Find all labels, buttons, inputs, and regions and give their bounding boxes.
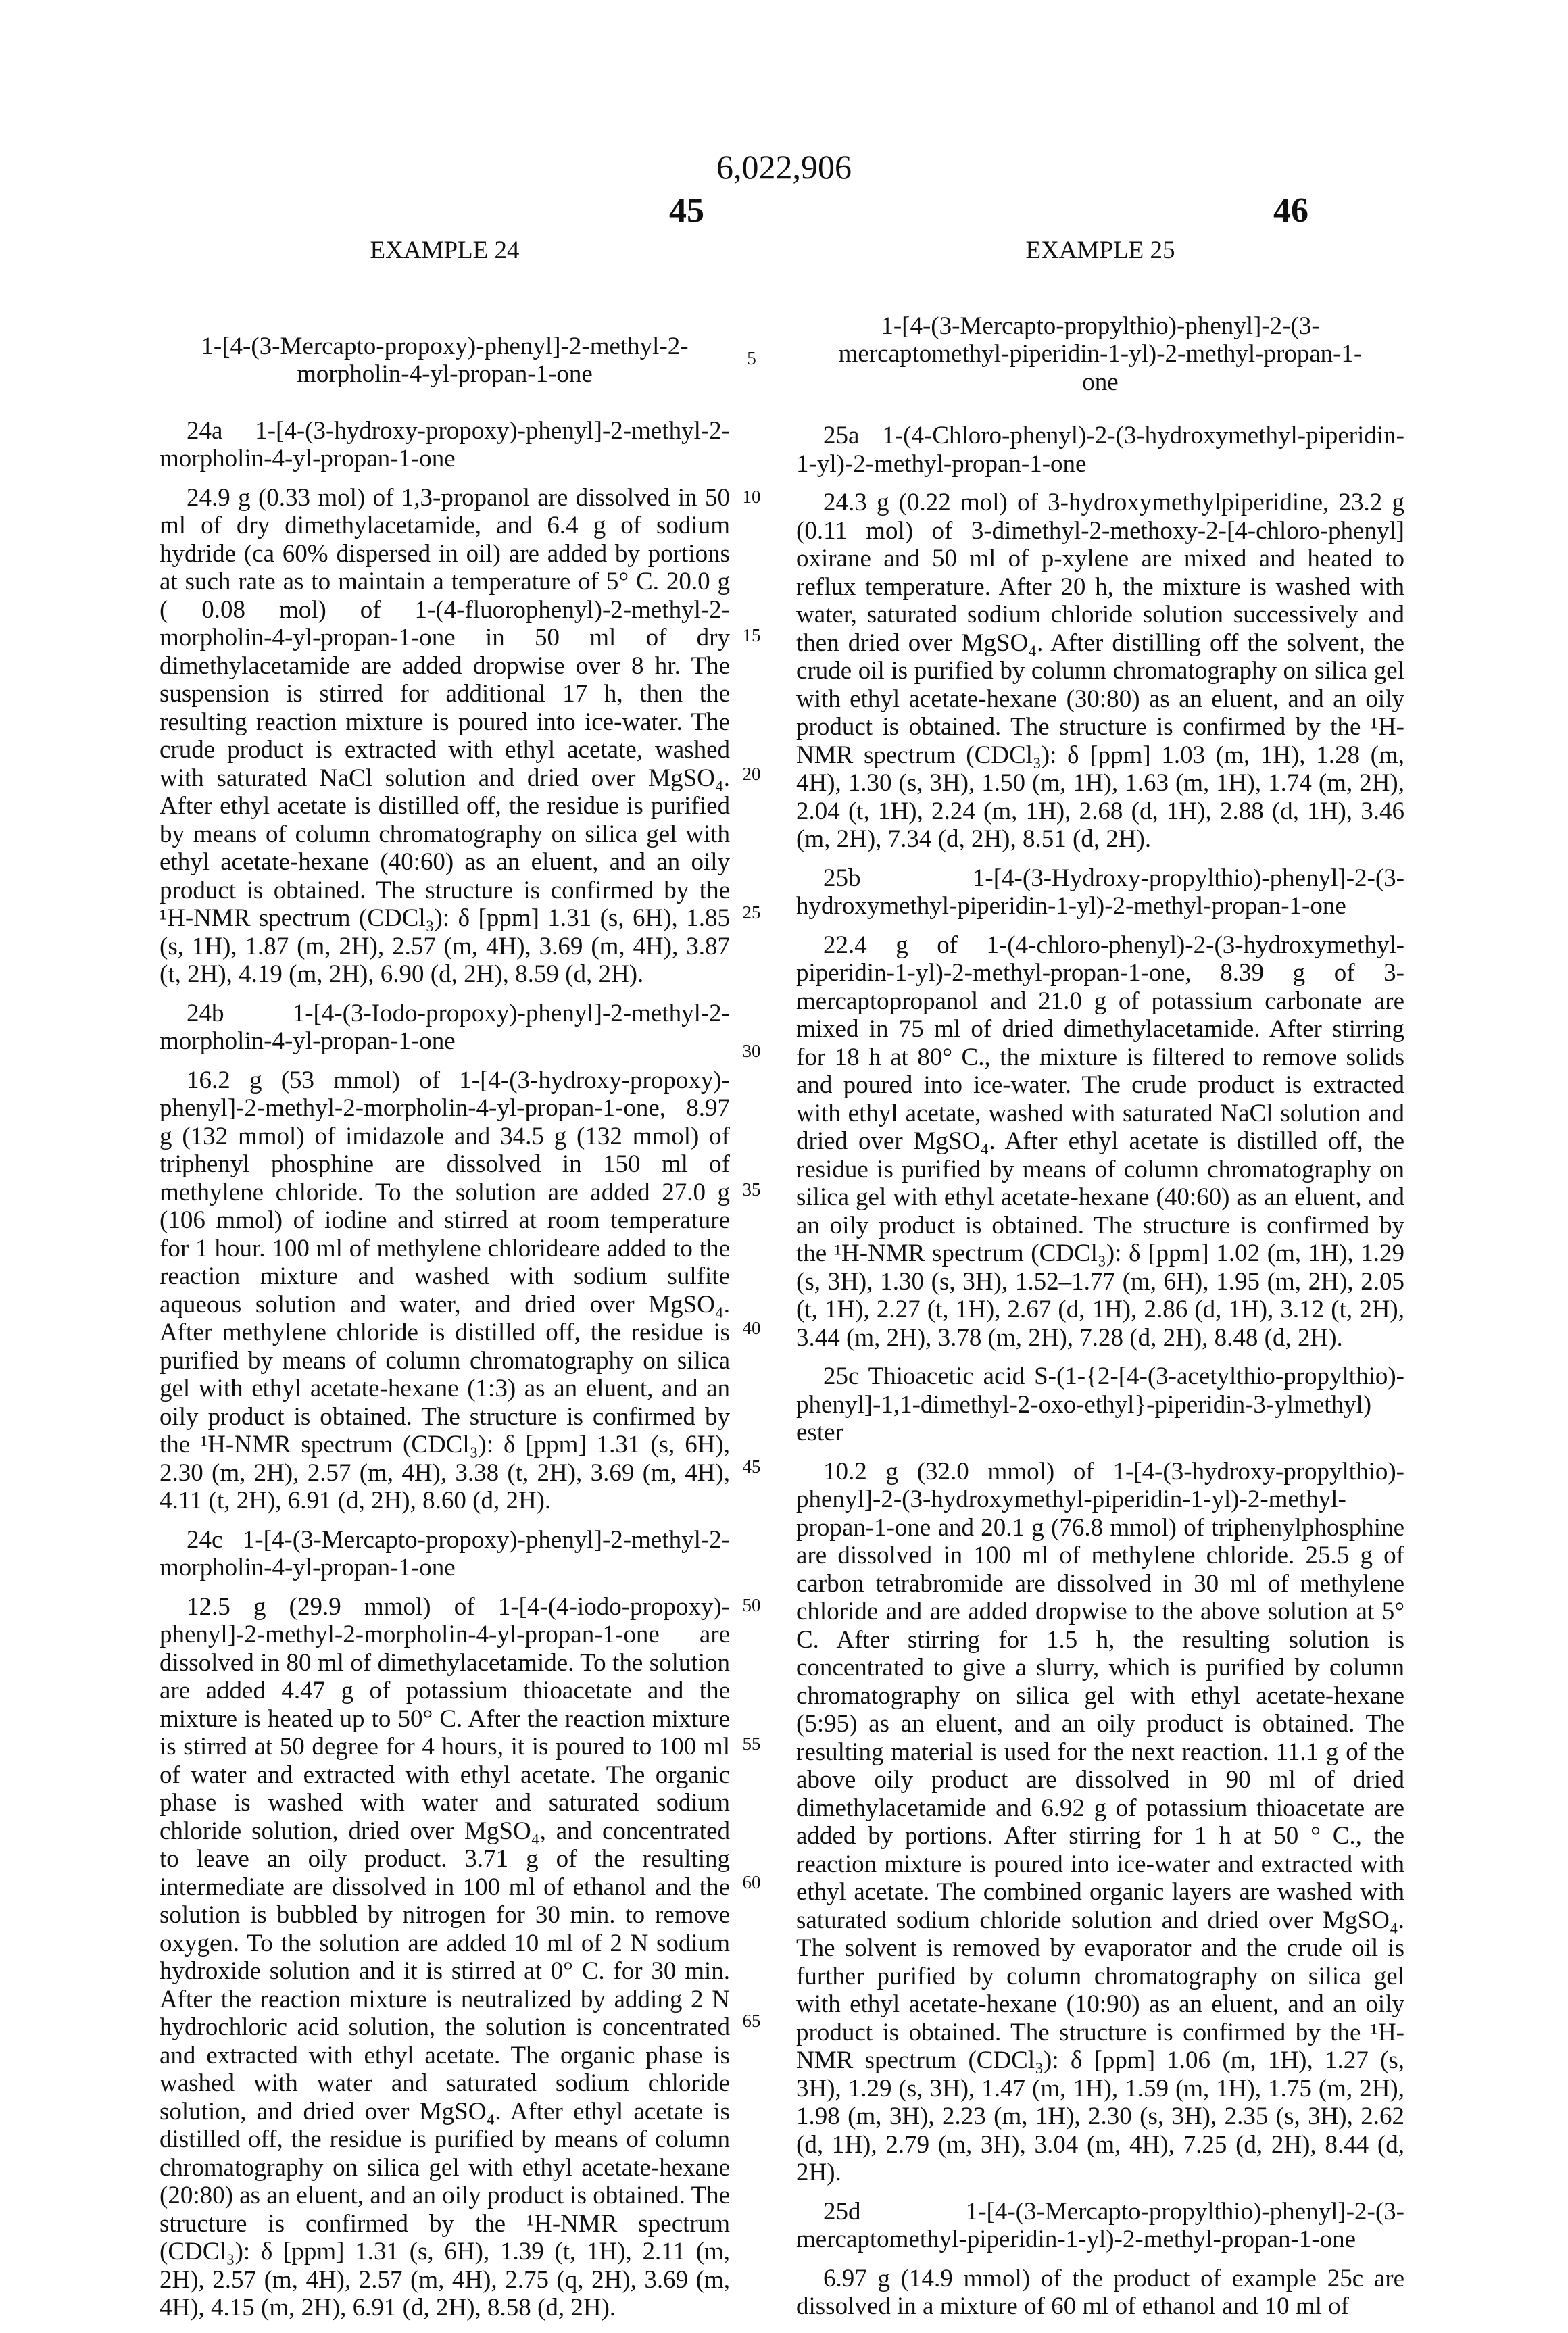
left-column [160,237,730,2333]
line-number: 5 [738,348,765,369]
section-text: 24.3 g (0.22 mol) of 3-hydroxymethylpiperidine, 23.2 g (0.11 mol) of 3-dimethyl-2-methoxy-2-[4-chloro-phenyl] oxirane and 50 ml of p-xylene are mixed and heated to reflux temperature. After 20 h, the mixture is washed with water, saturated sodium chloride solution successively and then dried over MgSO₄. After distilling off the solvent, the crude oil is purified by column chromatography on silica gel with ethyl acetate-hexane (30:80) as an eluent, and an oily product is obtained. The structure is confirmed by the ¹H-NMR spectrum (CDCl₃): δ [ppm] 1.03 (m, 1H), 1.28 (m, 4H), 1.30 (s, 3H), 1.50 (m, 1H), 1.63 (m, 1H), 1.74 (m, 2H), 2.04 (t, 1H), 2.24 (m, 1H), 2.68 (d, 1H), 2.88 (d, 1H), 3.46 (m, 2H), 7.34 (d, 2H), 8.51 (d, 2H). [796,489,1404,854]
line-number: 50 [738,1595,765,1616]
example-heading: EXAMPLE 24 [160,237,730,265]
line-number: 45 [738,1456,765,1477]
line-number: 35 [738,1179,765,1200]
section-text: 10.2 g (32.0 mmol) of 1-[4-(3-hydroxy-propylthio)-phenyl]-2-(3-hydroxymethyl-piperidin-1-yl)-2-methyl-propan-1-one and 20.1 g (76.8 mmol) of triphenylphosphine are dissolved in 100 ml of methylene chloride. 25.5 g of carbon tetrabromide are dissolved in 30 ml of methylene chloride and are added dropwise to the above solution at 5° C. After stirring for 1.5 h, the resulting solution is concentrated to give a slurry, which is purified by column chromatography on silica gel with ethyl acetate-hexane (5:95) as an eluent, and an oily product is obtained. The resulting material is used for the next reaction. 11.1 g of the above oily product are dissolved in 90 ml of dried dimethylacetamide and 6.92 g of potassium thioacetate are added by portions. After stirring for 1 h at 50 ° C., the reaction mixture is poured into ice-water and extracted with ethyl acetate. The combined organic layers are washed with saturated sodium chloride solution and dried over MgSO₄. The solvent is removed by evaporator and the crude oil is further purified by column chromatography on silica gel with ethyl acetate-hexane (10:90) as an eluent, and an oily product is obtained. The structure is confirmed by the ¹H-NMR spectrum (CDCl₃): δ [ppm] 1.06 (m, 1H), 1.27 (s, 3H), 1.29 (s, 3H), 1.47 (m, 1H), 1.59 (m, 1H), 1.75 (m, 2H), 1.98 (m, 3H), 2.23 (m, 1H), 2.30 (s, 3H), 2.35 (s, 3H), 2.62 (d, 1H), 2.79 (m, 3H), 3.04 (m, 4H), 7.25 (d, 2H), 8.44 (d, 2H). [796,1458,1404,2187]
section-heading: 25d 1-[4-(3-Mercapto-propylthio)-phenyl]-2-(3-mercaptomethyl-piperidin-1-yl)-2-methyl-propan-1-one [796,2198,1404,2254]
column-number-left: 45 [585,191,788,230]
section-heading: 24a 1-[4-(3-hydroxy-propoxy)-phenyl]-2-methyl-2-morpholin-4-yl-propan-1-one [160,417,730,473]
section-text: 6.97 g (14.9 mmol) of the product of example 25c are dissolved in a mixture of 60 ml of ethanol and 10 ml of [796,2265,1404,2321]
section-text: 16.2 g (53 mmol) of 1-[4-(3-hydroxy-propoxy)-phenyl]-2-methyl-2-morpholin-4-yl-propan-1-one, 8.97 g (132 mmol) of imidazole and 34.5 g (132 mmol) of triphenyl phosphine are dissolved in 150 ml of methylene chloride. To the solution are added 27.0 g (106 mmol) of iodine and stirred at room temperature for 1 hour. 100 ml of methylene chlorideare added to the reaction mixture and washed with sodium sulfite aqueous solution and water, and dried over MgSO₄. After methylene chloride is distilled off, the residue is purified by means of column chromatography on silica gel with ethyl acetate-hexane (1:3) as an eluent, and an oily product is obtained. The structure is confirmed by the ¹H-NMR spectrum (CDCl₃): δ [ppm] 1.31 (s, 6H), 2.30 (m, 2H), 2.57 (m, 4H), 3.38 (t, 2H), 3.69 (m, 4H), 4.11 (t, 2H), 6.91 (d, 2H), 8.60 (d, 2H). [160,1066,730,1515]
compound-title: 1-[4-(3-Mercapto-propoxy)-phenyl]-2-methyl-2-morpholin-4-yl-propan-1-one [160,333,730,389]
line-number: 60 [738,1872,765,1893]
line-number: 25 [738,902,765,923]
patent-number: 6,022,906 [0,147,1568,187]
line-number: 40 [738,1318,765,1339]
section-text: 12.5 g (29.9 mmol) of 1-[4-(4-iodo-propoxy)-phenyl]-2-methyl-2-morpholin-4-yl-propan-1-one are dissolved in 80 ml of dimethylacetamide. To the solution are added 4.47 g of potassium thioacetate and the mixture is heated up to 50° C. After the reaction mixture is stirred at 50 degree for 4 hours, it is poured to 100 ml of water and extracted with ethyl acetate. The organic phase is washed with water and saturated sodium chloride solution, dried over MgSO₄, and concentrated to leave an oily product. 3.71 g of the resulting intermediate are dissolved in 100 ml of ethanol and the solution is bubbled by nitrogen for 30 min. to remove oxygen. To the solution are added 10 ml of 2 N sodium hydroxide solution and it is stirred at 0° C. for 30 min. After the reaction mixture is neutralized by adding 2 N hydrochloric acid solution, the solution is concentrated and extracted with ethyl acetate. The organic phase is washed with water and saturated sodium chloride solution, and dried over MgSO₄. After ethyl acetate is distilled off, the residue is purified by means of column chromatography on silica gel with ethyl acetate-hexane (20:80) as an eluent, and an oily product is obtained. The structure is confirmed by the ¹H-NMR spectrum (CDCl₃): δ [ppm] 1.31 (s, 6H), 1.39 (t, 1H), 2.11 (m, 2H), 2.57 (m, 4H), 2.57 (m, 4H), 2.75 (q, 2H), 3.69 (m, 4H), 4.15 (m, 2H), 6.91 (d, 2H), 8.58 (d, 2H). [160,1593,730,2322]
line-number: 20 [738,764,765,785]
section-heading: 25c Thioacetic acid S-(1-{2-[4-(3-acetylthio-propylthio)-phenyl]-1,1-dimethyl-2-oxo-ethyl}-piperidin-3-ylmethyl) ester [796,1362,1404,1447]
section-heading: 25b 1-[4-(3-Hydroxy-propylthio)-phenyl]-2-(3-hydroxymethyl-piperidin-1-yl)-2-methyl-propan-1-one [796,864,1404,920]
section-heading: 24c 1-[4-(3-Mercapto-propoxy)-phenyl]-2-methyl-2-morpholin-4-yl-propan-1-one [160,1526,730,1582]
column-number-right: 46 [1190,191,1392,230]
line-number: 30 [738,1041,765,1062]
line-number: 10 [738,487,765,508]
compound-title: 1-[4-(3-Mercapto-propylthio)-phenyl]-2-(3-mercaptomethyl-piperidin-1-yl)-2-methyl-propan-1-one [796,312,1404,397]
example-heading: EXAMPLE 25 [796,237,1404,265]
section-heading: 25a 1-(4-Chloro-phenyl)-2-(3-hydroxymethyl-piperidin-1-yl)-2-methyl-propan-1-one [796,422,1404,478]
line-number: 55 [738,1734,765,1754]
section-text: 24.9 g (0.33 mol) of 1,3-propanol are dissolved in 50 ml of dry dimethylacetamide, and 6.4 g of sodium hydride (ca 60% dispersed in oil) are added by portions at such rate as to maintain a temperature of 5° C. 20.0 g ( 0.08 mol) of 1-(4-fluorophenyl)-2-methyl-2-morpholin-4-yl-propan-1-one in 50 ml of dry dimethylacetamide are added dropwise over 8 hr. The suspension is stirred for additional 17 h, then the resulting reaction mixture is poured into ice-water. The crude product is extracted with ethyl acetate, washed with saturated NaCl solution and dried over MgSO₄. After ethyl acetate is distilled off, the residue is purified by means of column chromatography on silica gel with ethyl acetate-hexane (40:60) as an eluent, and an oily product is obtained. The structure is confirmed by the ¹H-NMR spectrum (CDCl₃): δ [ppm] 1.31 (s, 6H), 1.85 (s, 1H), 1.87 (m, 2H), 2.57 (m, 4H), 3.69 (m, 4H), 3.87 (t, 2H), 4.19 (m, 2H), 6.90 (d, 2H), 8.59 (d, 2H). [160,484,730,989]
line-number: 65 [738,2011,765,2032]
line-number: 15 [738,625,765,646]
right-column [796,237,1404,2332]
section-heading: 24b 1-[4-(3-Iodo-propoxy)-phenyl]-2-methyl-2-morpholin-4-yl-propan-1-one [160,1000,730,1056]
section-text: 22.4 g of 1-(4-chloro-phenyl)-2-(3-hydroxymethyl-piperidin-1-yl)-2-methyl-propan-1-one, 8.39 g of 3-mercaptopropanol and 21.0 g of potassium carbonate are mixed in 75 ml of dried dimethylacetamide. After stirring for 18 h at 80° C., the mixture is filtered to remove solids and poured into ice-water. The crude product is extracted with ethyl acetate, washed with saturated NaCl solution and dried over MgSO₄. After ethyl acetate is distilled off, the residue is purified by means of column chromatography on silica gel with ethyl acetate-hexane (40:60) as an eluent, and an oily product is obtained. The structure is confirmed by the ¹H-NMR spectrum (CDCl₃): δ [ppm] 1.02 (m, 1H), 1.29 (s, 3H), 1.30 (s, 3H), 1.52–1.77 (m, 6H), 1.95 (m, 2H), 2.05 (t, 1H), 2.27 (t, 1H), 2.67 (d, 1H), 2.86 (d, 1H), 3.12 (t, 2H), 3.44 (m, 2H), 3.78 (m, 2H), 7.28 (d, 2H), 8.48 (d, 2H). [796,931,1404,1352]
